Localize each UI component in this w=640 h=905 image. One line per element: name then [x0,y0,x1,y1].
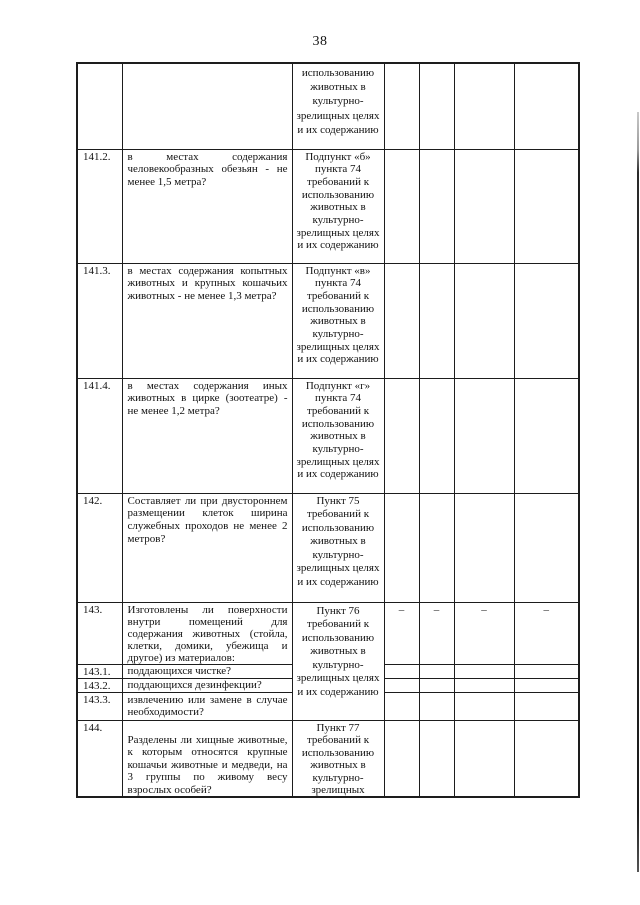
mark-cell [514,378,579,493]
question-cell: в местах содержания иных животных в цирке (зоотеатре) - не менее 1,2 метра? [122,378,292,493]
table-row [77,602,579,664]
mark-cell [419,720,454,797]
mark-cell [454,263,514,378]
row-number-cell: 142. [77,493,122,602]
mark-cell [419,63,454,149]
question-cell: в местах содержания копытных животных и крупных кошачьих животных - не менее 1,3 метра? [122,263,292,378]
mark-cell: – [454,602,514,664]
mark-cell [419,692,454,720]
row-number-cell: 141.3. [77,263,122,378]
mark-cell [419,378,454,493]
mark-cell [454,692,514,720]
mark-cell [514,149,579,263]
question-cell: Изготовлены ли поверхности внутри помещений для содержания животных (стойла, клетки, домики, убежища и другое) из материалов: [122,602,292,664]
mark-cell [514,664,579,678]
row-number-cell: 141.2. [77,149,122,263]
question-cell: Разделены ли хищные животные, к которым относятся крупные кошачьи животные и медведи, на 3 группы по живому весу взрослых особей? [122,720,292,797]
checklist-table [76,62,580,798]
mark-cell [454,678,514,692]
mark-cell [454,63,514,149]
mark-cell [514,493,579,602]
mark-cell [384,664,419,678]
question-cell: Составляет ли при двустороннем размещении клеток ширина служебных проходов не менее 2 метров? [122,493,292,602]
mark-cell [384,378,419,493]
mark-cell [384,63,419,149]
mark-cell [384,678,419,692]
mark-cell [514,263,579,378]
reference-cell: Подпункт «в» пункта 74 требований к использованию животных в культурно-зрелищных целях и их содержанию [292,263,384,378]
mark-cell [454,664,514,678]
row-number-cell: 141.4. [77,378,122,493]
mark-cell [514,63,579,149]
mark-cell [384,263,419,378]
table-row [77,378,579,493]
reference-cell: Пункт 75 требований к использованию животных в культурно-зрелищных целях и их содержанию [292,493,384,602]
reference-cell: Подпункт «г» пункта 74 требований к использованию животных в культурно-зрелищных целях и их содержанию [292,378,384,493]
question-cell: поддающихся чистке? [122,664,292,678]
mark-cell [419,664,454,678]
table-row [77,720,579,797]
reference-cell: использованию животных в культурно-зрелищных целях и их содержанию [292,63,384,149]
mark-cell [454,149,514,263]
mark-cell [454,720,514,797]
question-cell: извлечению или замене в случае необходимости? [122,692,292,720]
scan-edge-artifact [637,112,639,872]
mark-cell: – [419,602,454,664]
mark-cell [419,263,454,378]
question-cell: поддающихся дезинфекции? [122,678,292,692]
row-number-cell: 143.1. [77,664,122,678]
mark-cell [514,720,579,797]
mark-cell [384,720,419,797]
mark-cell [419,678,454,692]
mark-cell [419,493,454,602]
row-number-cell [77,63,122,149]
mark-cell [514,678,579,692]
mark-cell [454,378,514,493]
mark-cell [454,493,514,602]
mark-cell [419,149,454,263]
reference-cell: Пункт 77 требований к использованию животных в культурно-зрелищных [292,720,384,797]
reference-cell: Подпункт «б» пункта 74 требований к использованию животных в культурно-зрелищных целях и их содержанию [292,149,384,263]
mark-cell [384,493,419,602]
row-number-cell: 143.2. [77,678,122,692]
page-number: 38 [312,34,328,49]
mark-cell [384,692,419,720]
table-row [77,63,579,149]
mark-cell: – [384,602,419,664]
question-cell [122,63,292,149]
row-number-cell: 144. [77,720,122,797]
reference-cell: Пункт 76 требований к использованию животных в культурно-зрелищных целях и их содержанию [292,602,384,720]
mark-cell [514,692,579,720]
mark-cell [384,149,419,263]
table-row [77,493,579,602]
table-row [77,149,579,263]
row-number-cell: 143. [77,602,122,664]
mark-cell: – [514,602,579,664]
row-number-cell: 143.3. [77,692,122,720]
question-cell: в местах содержания человекообразных обезьян - не менее 1,5 метра? [122,149,292,263]
table-row [77,263,579,378]
